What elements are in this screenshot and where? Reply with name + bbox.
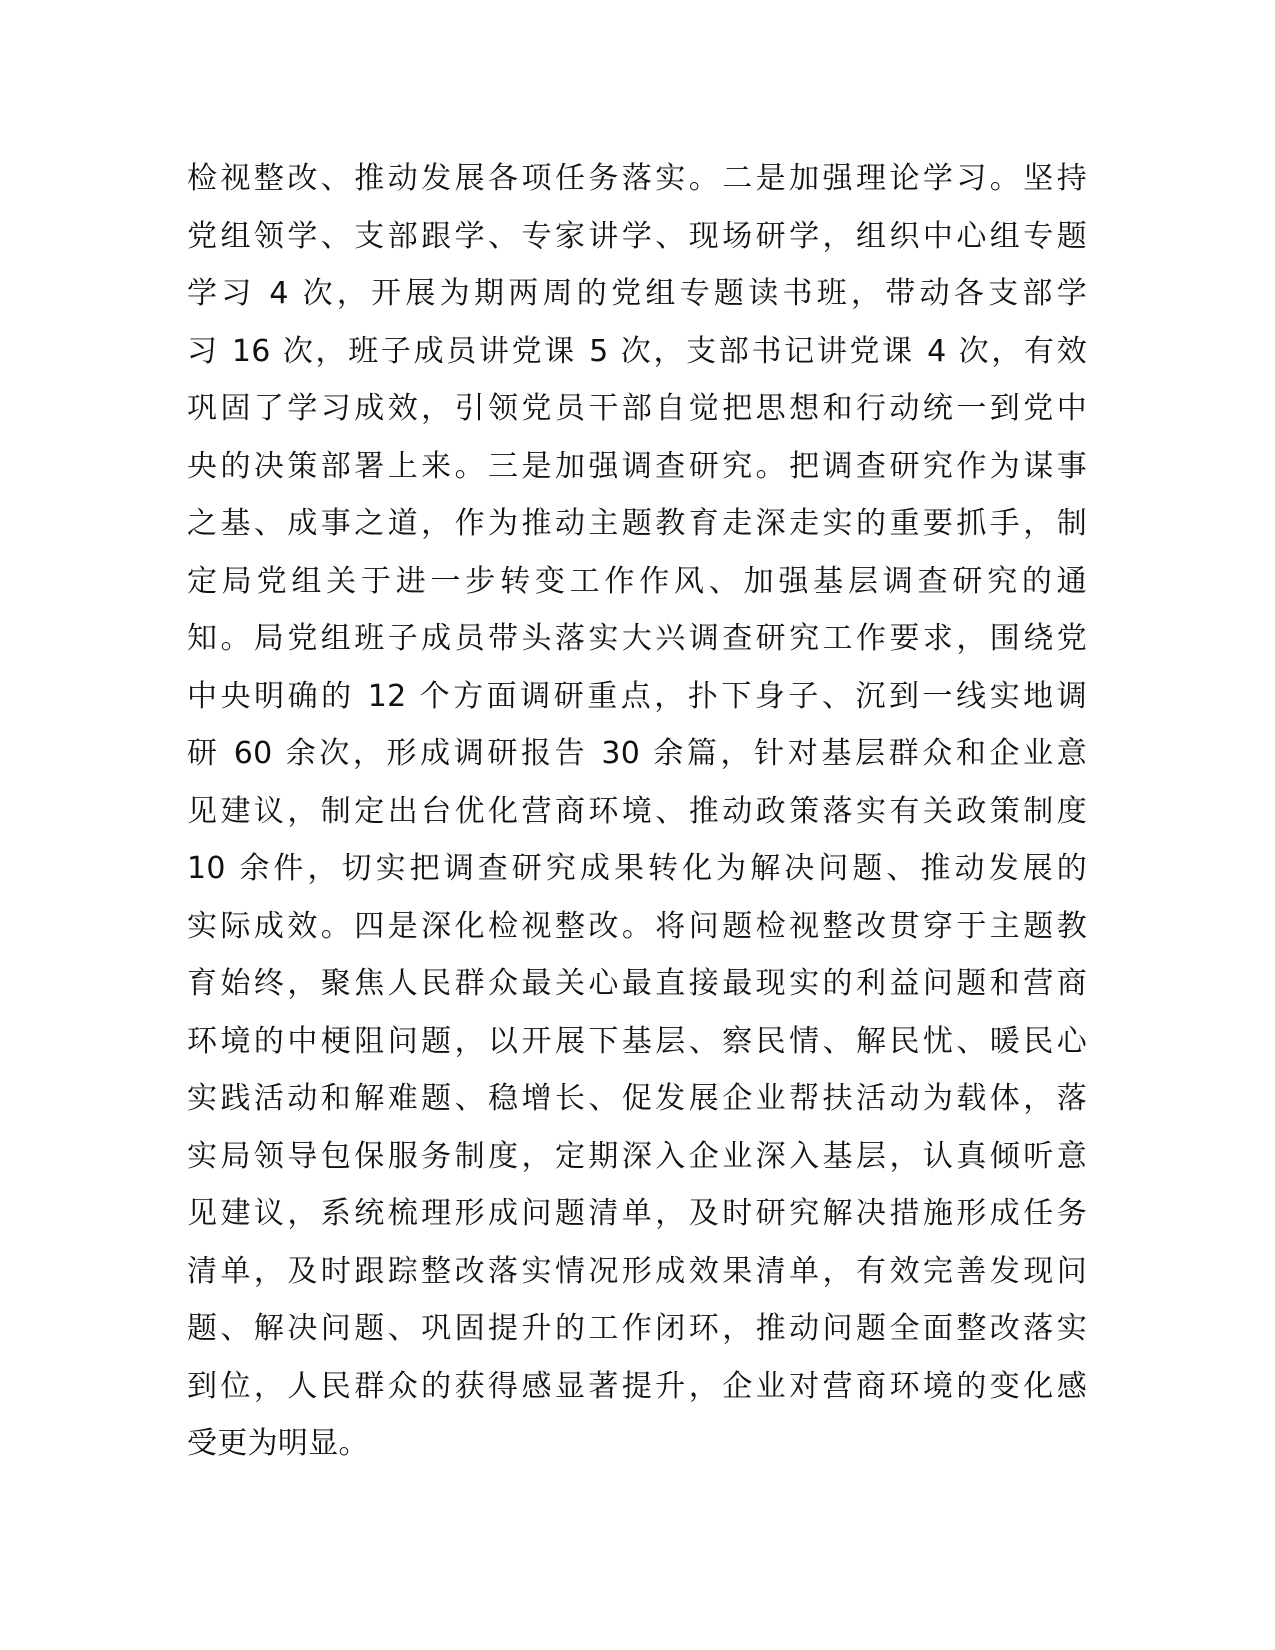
text-line-8: 定局党组关于进一步转变工作作风、加强基层调查研究的通 bbox=[187, 563, 1087, 599]
text-line-5: 巩固了学习成效，引领党员干部自觉把思想和行动统一到党中 bbox=[187, 391, 1087, 426]
text-line-6: 央的决策部署上来。三是加强调查研究。把调查研究作为谋事 bbox=[187, 448, 1087, 484]
text-line-12: 见建议，制定出台优化营商环境、推动政策落实有关政策制度 bbox=[187, 793, 1087, 829]
text-line-1: 检视整改、推动发展各项任务落实。二是加强理论学习。坚持 bbox=[187, 161, 1087, 196]
text-line-14: 实际成效。四是深化检视整改。将问题检视整改贯穿于主题教 bbox=[187, 908, 1087, 944]
text-line-9: 知。局党组班子成员带头落实大兴调查研究工作要求，围绕党 bbox=[187, 621, 1087, 656]
text-line-17: 实践活动和解难题、稳增长、促发展企业帮扶活动为载体，落 bbox=[187, 1081, 1087, 1116]
body-paragraph bbox=[187, 150, 1087, 1473]
text-line-10: 中央明确的 12 个方面调研重点，扑下身子、沉到一线实地调 bbox=[187, 678, 1087, 714]
text-line-15: 育始终，聚焦人民群众最关心最直接最现实的利益问题和营商 bbox=[187, 966, 1087, 1001]
text-line-11: 研 60 余次，形成调研报告 30 余篇，针对基层群众和企业意 bbox=[187, 736, 1087, 771]
text-line-23: 受更为明显。 bbox=[187, 1426, 369, 1461]
text-line-3: 学习 4 次，开展为期两周的党组专题读书班，带动各支部学 bbox=[187, 276, 1087, 311]
text-line-2: 党组领学、支部跟学、专家讲学、现场研学，组织中心组专题 bbox=[187, 218, 1087, 254]
text-line-4: 习 16 次，班子成员讲党课 5 次，支部书记讲党课 4 次，有效 bbox=[187, 333, 1087, 369]
text-line-22: 到位，人民群众的获得感显著提升，企业对营商环境的变化感 bbox=[187, 1368, 1087, 1404]
text-line-7: 之基、成事之道，作为推动主题教育走深走实的重要抓手，制 bbox=[187, 506, 1087, 541]
text-line-18: 实局领导包保服务制度，定期深入企业深入基层，认真倾听意 bbox=[187, 1138, 1087, 1174]
text-line-13: 10 余件，切实把调查研究成果转化为解决问题、推动发展的 bbox=[187, 851, 1087, 886]
text-line-20: 清单，及时跟踪整改落实情况形成效果清单，有效完善发现问 bbox=[187, 1253, 1087, 1289]
text-line-16: 环境的中梗阻问题，以开展下基层、察民情、解民忧、暖民心 bbox=[187, 1023, 1087, 1059]
text-line-19: 见建议，系统梳理形成问题清单，及时研究解决措施形成任务 bbox=[187, 1196, 1087, 1231]
text-line-21: 题、解决问题、巩固提升的工作闭环，推动问题全面整改落实 bbox=[187, 1311, 1087, 1346]
